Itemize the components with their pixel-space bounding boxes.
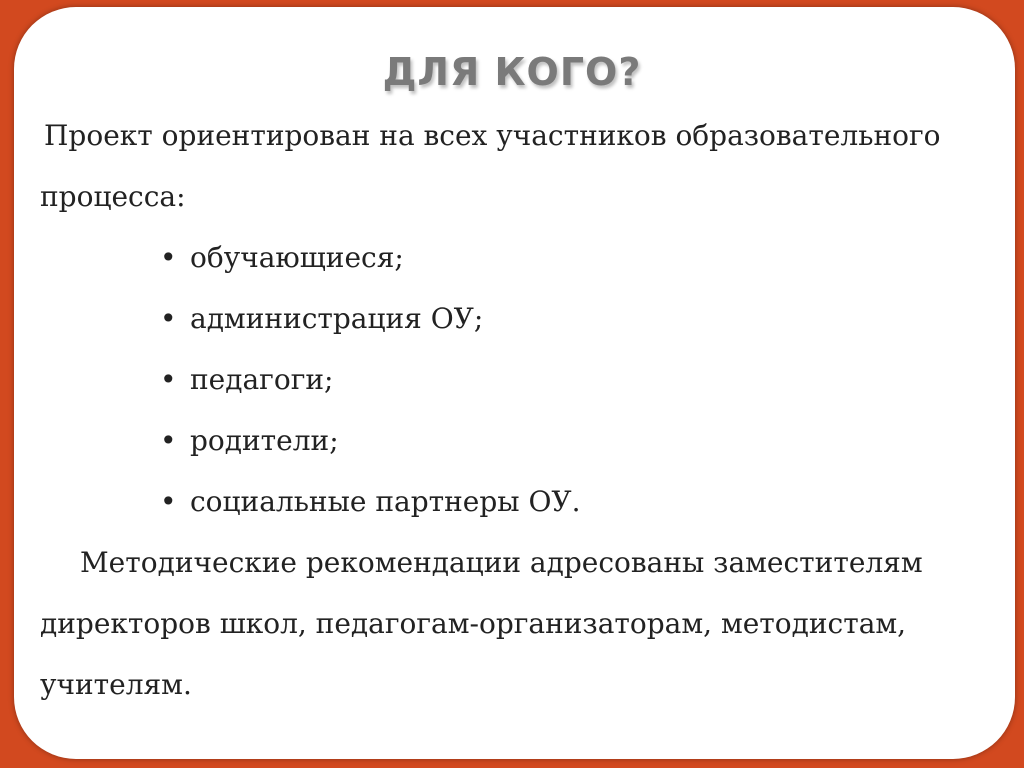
audience-list — [40, 227, 990, 532]
slide-body — [40, 105, 990, 715]
list-item — [158, 410, 990, 471]
list-item-text: обучающиеся; — [190, 241, 404, 274]
list-item-text: социальные партнеры ОУ. — [190, 485, 581, 518]
intro-paragraph: Проект ориентирован на всех участников образовательного процесса: — [40, 119, 941, 213]
bullet-icon: • — [160, 485, 177, 518]
list-item — [158, 288, 990, 349]
list-item — [158, 471, 990, 532]
list-item-text: педагоги; — [190, 363, 334, 396]
bullet-icon: • — [160, 424, 177, 457]
bullet-icon: • — [160, 363, 177, 396]
bullet-icon: • — [160, 302, 177, 335]
note-paragraph: Методические рекомендации адресованы заместителям директоров школ, педагогам-организаторам, методистам, учителям. — [40, 546, 923, 701]
list-item-text: родители; — [190, 424, 339, 457]
list-item — [158, 349, 990, 410]
slide-title: ДЛЯ КОГО? — [382, 50, 642, 94]
list-item — [158, 227, 990, 288]
list-item-text: администрация ОУ; — [190, 302, 484, 335]
bullet-icon: • — [160, 241, 177, 274]
